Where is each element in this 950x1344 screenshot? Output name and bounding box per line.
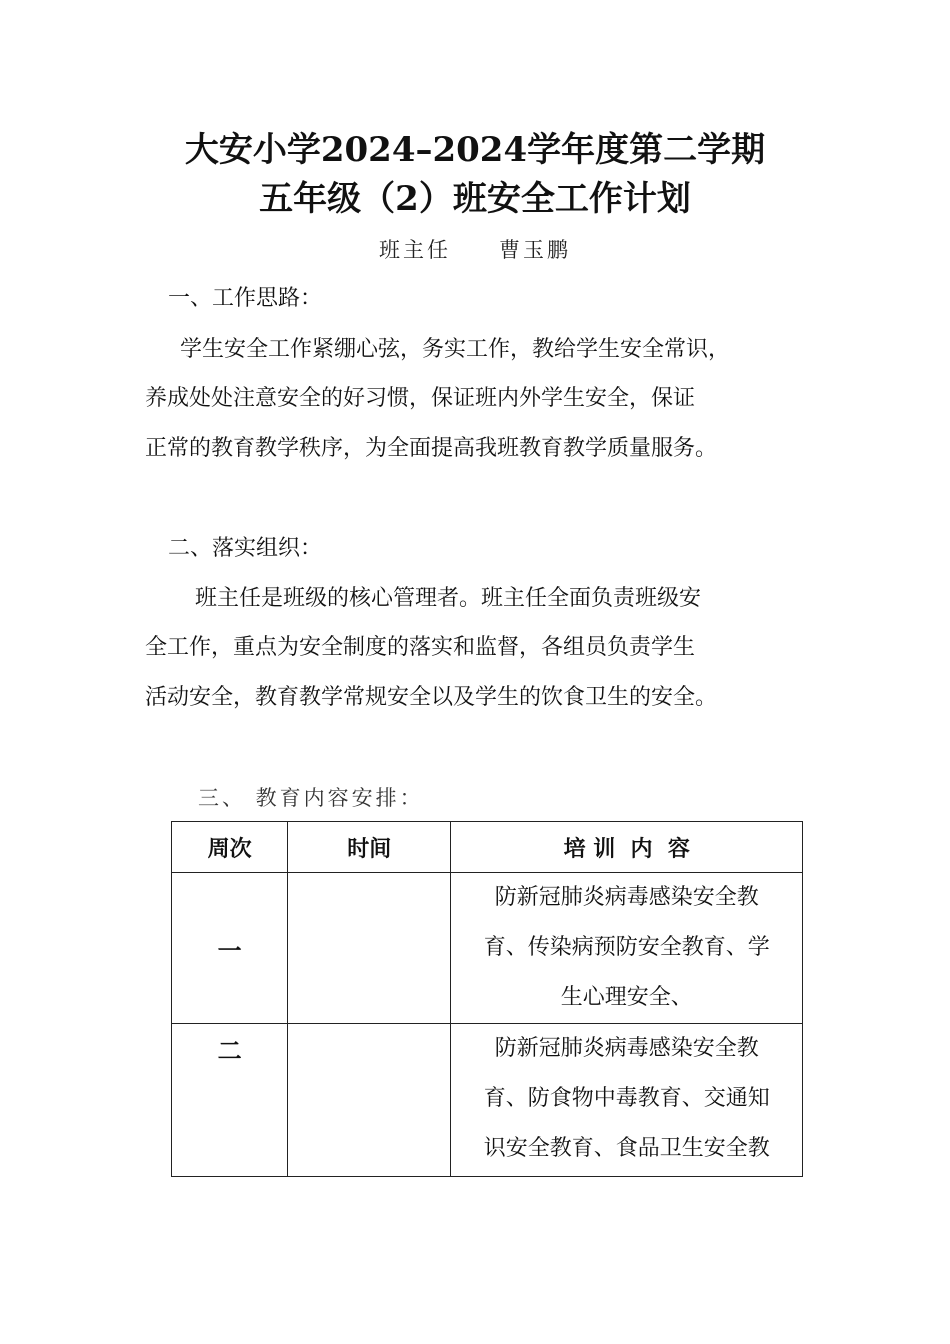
section2-paragraph-line: 活动安全，教育教学常规安全以及学生的饮食卫生的安全。 <box>145 685 718 710</box>
content-line: 防新冠肺炎病毒感染安全教 <box>494 885 759 910</box>
header-content-label: 培 训 内 容 <box>563 836 690 862</box>
section1-paragraph-line: 学生安全工作紧绷心弦，务实工作，教给学生安全常识， <box>180 337 731 362</box>
header-week: 周次 <box>172 822 288 873</box>
author-line <box>0 234 950 264</box>
section3-heading: 三、 教育内容安排： <box>198 786 424 810</box>
content-line: 育、防食物中毒教育、交通知 <box>483 1086 770 1111</box>
table-row <box>172 873 803 1024</box>
time-cell <box>288 873 451 1024</box>
content-line: 识安全教育、食品卫生安全教 <box>483 1136 770 1161</box>
content-line: 防新冠肺炎病毒感染安全教 <box>494 1036 759 1061</box>
education-schedule-table <box>171 821 803 1177</box>
document-title-line1: 大安小学2024–2024学年度第二学期 <box>184 130 766 170</box>
table-header-row <box>172 822 803 873</box>
section1-paragraph-line: 养成处处注意安全的好习惯，保证班内外学生安全，保证 <box>145 386 696 411</box>
author-name: 曹玉鹏 <box>499 238 571 262</box>
header-content <box>451 822 803 873</box>
section2-heading: 二、落实组织： <box>168 536 323 561</box>
section2-paragraph-line: 班主任是班级的核心管理者。班主任全面负责班级安 <box>195 586 702 611</box>
week-cell: 二 <box>172 1024 288 1177</box>
time-cell <box>288 1024 451 1177</box>
document-title-line2: 五年级（2）班安全工作计划 <box>259 179 691 219</box>
author-role: 班主任 <box>379 238 451 262</box>
section1-paragraph-line: 正常的教育教学秩序，为全面提高我班教育教学质量服务。 <box>145 436 718 461</box>
section2-paragraph-line: 全工作，重点为安全制度的落实和监督，各组员负责学生 <box>145 635 696 660</box>
content-cell <box>451 873 803 1024</box>
week-cell: 一 <box>172 873 288 1024</box>
content-cell <box>451 1024 803 1177</box>
section1-heading: 一、工作思路： <box>168 286 323 311</box>
content-line: 生心理安全、 <box>560 985 693 1010</box>
content-line: 育、传染病预防安全教育、学 <box>483 935 770 960</box>
header-time: 时间 <box>288 822 451 873</box>
table-row <box>172 1024 803 1177</box>
